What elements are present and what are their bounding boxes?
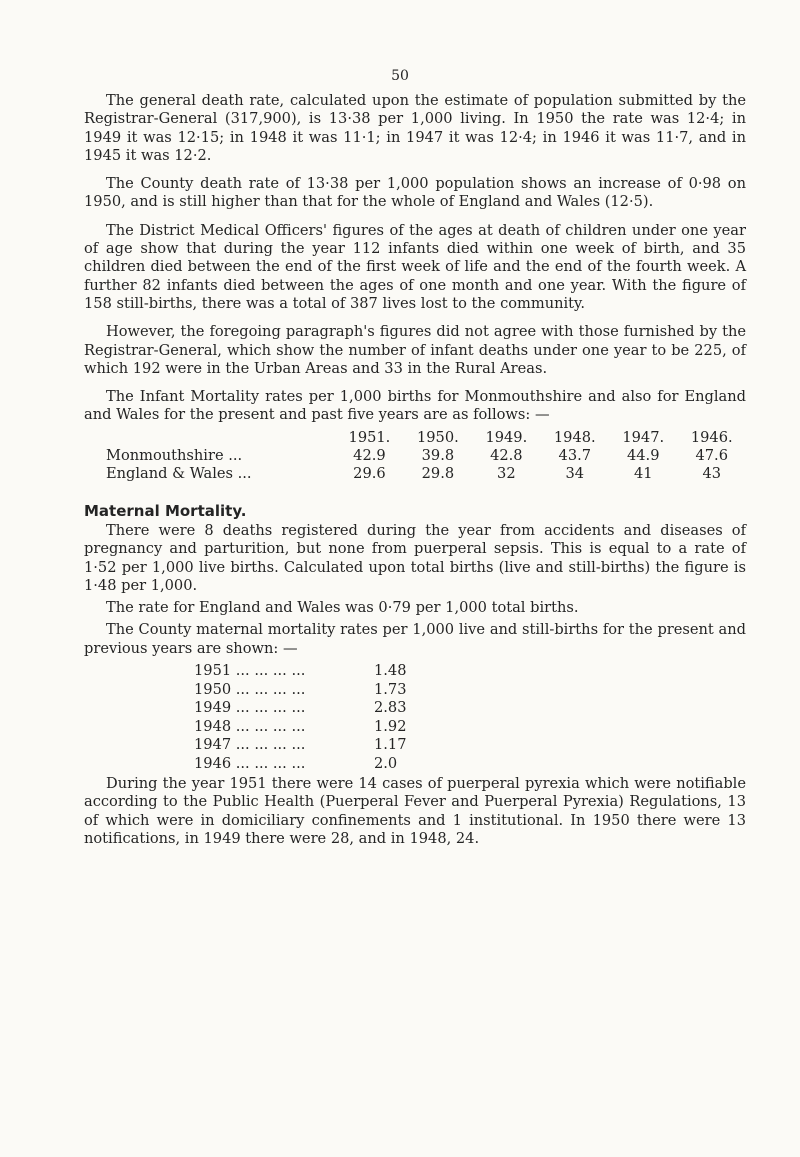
table-row: [84, 465, 746, 483]
year-cell: 1950 ... ... ... ...: [194, 680, 306, 698]
table-cell: 43.7: [558, 447, 592, 465]
rate-cell: 1.92: [374, 717, 407, 735]
table-row: [194, 662, 407, 681]
table-cell: 32: [497, 465, 516, 483]
table-row: [194, 699, 407, 718]
paragraph-county-death-rate: The County death rate of 13·38 per 1,000 population shows an increase of 0·98 on 1950, and is still higher than that for the whole of England and Wales (12·5).: [84, 175, 746, 211]
table-cell: 29.6: [353, 465, 386, 483]
infant-mortality-table: [84, 429, 746, 484]
table-cell: 34: [565, 465, 585, 483]
year-cell: 1951 ... ... ... ...: [194, 662, 306, 680]
row-label: Monmouthshire ...: [106, 447, 243, 465]
table-cell: 42.8: [490, 447, 523, 465]
document-body: [84, 92, 746, 858]
year-header: 1950.: [416, 428, 459, 446]
year-header: 1949.: [485, 428, 528, 446]
year-cell: 1946 ... ... ... ...: [194, 754, 306, 772]
table-cell: 29.8: [421, 465, 455, 483]
table-cell: 44.9: [626, 447, 660, 465]
year-cell: 1948 ... ... ... ...: [194, 717, 306, 735]
paragraph-district-medical-officers: The District Medical Officers' figures of the ages at death of children under one year of age show that during the year 112 infants died within one week of birth, and 35 children died between the end of the first week of life and the end of the fourth week. A further 82 infants died between the ages of one month and one year. With the figure of 158 still-births, there was a total of 387 lives lost to the community.: [84, 221, 746, 312]
rate-cell: 1.17: [374, 736, 407, 754]
paragraph-maternal-deaths: There were 8 deaths registered during the year from accidents and diseases of pregnancy and parturition, but none from puerperal sepsis. This is equal to a rate of 1·52 per 1,000 live births. Calculated upon total births (live and still-births) the figure is 1·48 per 1,000.: [84, 521, 746, 594]
rate-cell: 1.73: [374, 680, 407, 698]
table-cell: 41: [633, 465, 653, 483]
table-header-row: [84, 429, 746, 447]
row-label: England & Wales ...: [106, 465, 252, 483]
year-header: 1947.: [622, 428, 665, 446]
table-cell: 43: [702, 465, 722, 483]
table-cell: 39.8: [421, 447, 455, 465]
year-header: 1948.: [553, 428, 596, 446]
paragraph-registrar-general: However, the foregoing paragraph's figures did not agree with those furnished by the Registrar-General, which show the number of infant deaths under one year to be 225, of which 192 were in the Urban Areas and 33 in the Rural Areas.: [84, 323, 746, 377]
page-number: 50: [391, 68, 409, 84]
table-row: [194, 755, 407, 774]
table-row: [194, 681, 407, 700]
table-cell: 47.6: [695, 447, 728, 465]
table-cell: 42.9: [353, 447, 386, 465]
table-row: [84, 447, 746, 465]
paragraph-england-wales-rate: The rate for England and Wales was 0·79 per 1,000 total births.: [106, 599, 579, 617]
section-heading-maternal-mortality: Maternal Mortality.: [84, 501, 247, 520]
maternal-mortality-table: [194, 662, 407, 773]
paragraph-county-maternal-intro: The County maternal mortality rates per 1,000 live and still-births for the present and previous years are shown: —: [84, 621, 746, 657]
year-cell: 1947 ... ... ... ...: [194, 736, 306, 754]
rate-cell: 1.48: [374, 662, 407, 680]
paragraph-puerperal-pyrexia: During the year 1951 there were 14 cases of puerperal pyrexia which were notifiable according to the Public Health (Puerperal Fever and Puerperal Pyrexia) Regulations, 13 of which were in domiciliary confinements and 1 institutional. In 1950 there were 13 notifications, in 1949 there were 28, and in 1948, 24.: [84, 775, 746, 847]
year-header: 1946.: [690, 428, 733, 446]
year-cell: 1949 ... ... ... ...: [194, 699, 306, 717]
paragraph-infant-mortality-intro: The Infant Mortality rates per 1,000 births for Monmouthshire and also for England and Wales for the present and past five years are as follows: —: [84, 388, 746, 424]
rate-cell: 2.83: [374, 699, 407, 717]
paragraph-general-death-rate: The general death rate, calculated upon the estimate of population submitted by the Registrar-General (317,900), is 13·38 per 1,000 living. In 1950 the rate was 12·4; in 1949 it was 12·15; in 1948 it was 11·1; in 1947 it was 12·4; in 1946 it was 11·7, and in 1945 it was 12·2.: [84, 92, 746, 164]
year-header: 1951.: [348, 428, 391, 446]
rate-cell: 2.0: [374, 754, 398, 772]
table-row: [194, 736, 407, 755]
table-row: [194, 718, 407, 737]
